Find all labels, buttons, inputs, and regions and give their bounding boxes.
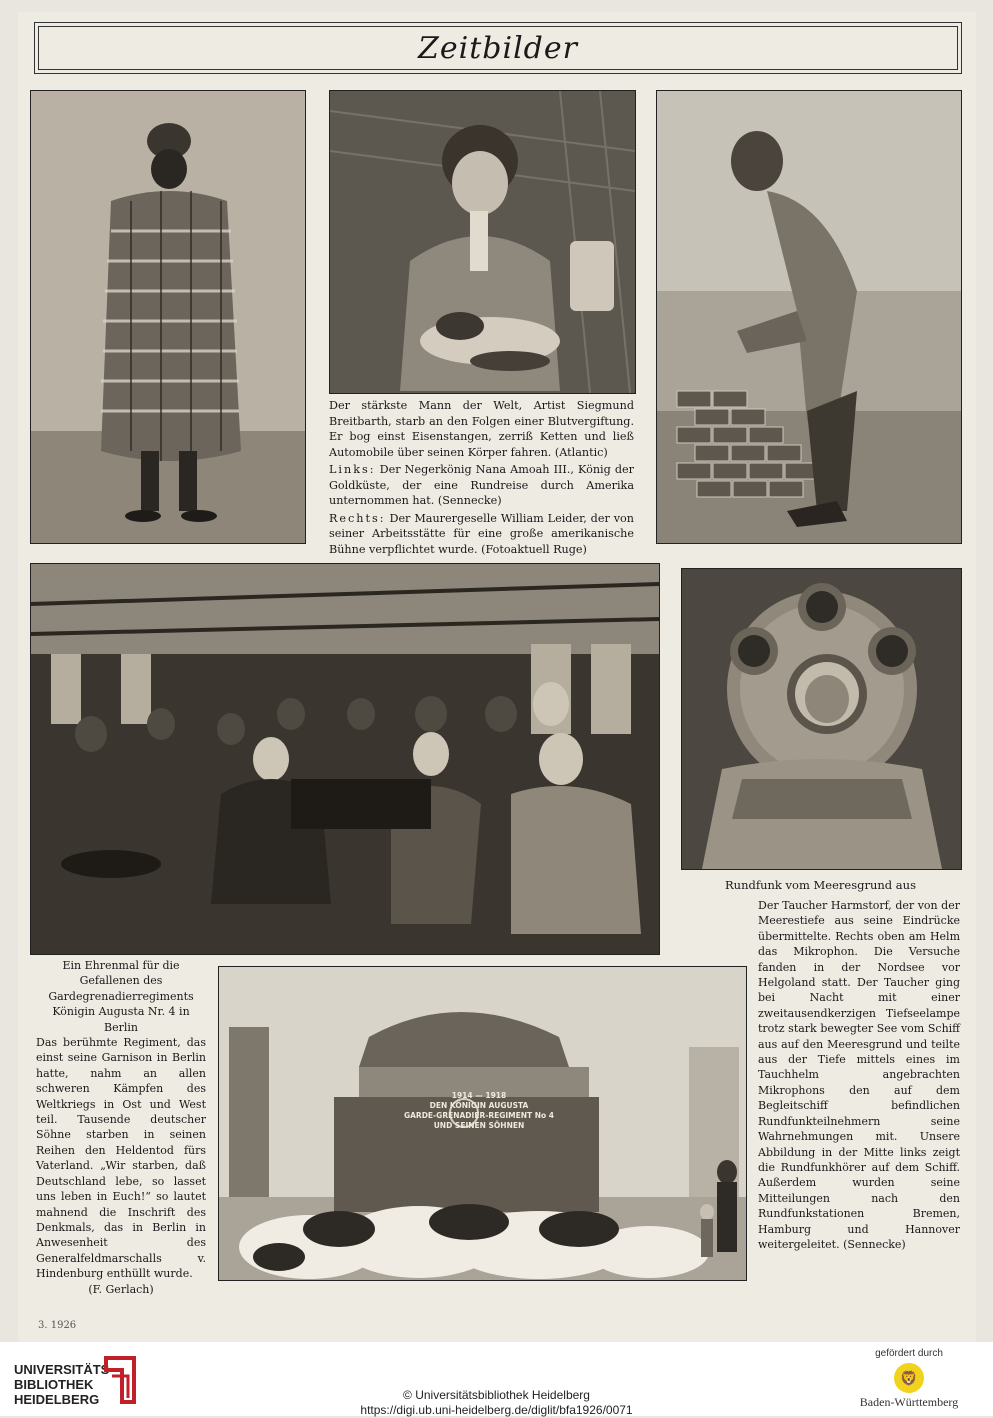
footer: [0, 1342, 993, 1416]
photo-king-nana-amoah: [30, 90, 306, 544]
monument-inscription: [399, 1091, 559, 1131]
inscription-line1: DEN KÖNIGIN AUGUSTA: [429, 1101, 529, 1110]
photo-siegmund-breitbarth: [329, 90, 636, 394]
caption-links: [329, 462, 634, 509]
caption-rechts-label: Rechts:: [329, 511, 386, 525]
inscription-line3: UND SEINEN SÖHNEN: [433, 1121, 525, 1130]
library-line2: BIBLIOTHEK: [14, 1377, 94, 1392]
copyright-block: [0, 1388, 993, 1418]
caption-rundfunk-title: Rundfunk vom Meeresgrund aus: [725, 878, 916, 892]
magazine-page: [18, 12, 976, 1342]
caption-links-label: Links:: [329, 463, 376, 476]
title-frame: [34, 22, 962, 74]
caption-ehrenmal-credit: (F. Gerlach): [88, 1282, 154, 1296]
funding-block: [849, 1348, 969, 1410]
photo-monument-ehrenmal: [218, 966, 747, 1281]
caption-ehrenmal-title: Ein Ehrenmal für die Gefallenen des Gardegrenadierregiments Königin Augusta Nr. 4 in Berlin: [48, 959, 194, 1034]
folio: 3. 1926: [38, 1320, 77, 1331]
caption-top: [329, 398, 634, 557]
funded-by-label: gefördert durch: [875, 1348, 943, 1359]
photo-diver-harmstorf: [681, 568, 962, 870]
source-url[interactable]: https://digi.ub.uni-heidelberg.de/diglit/bfa1926/0071: [360, 1403, 633, 1417]
caption-rechts: [329, 511, 634, 558]
page-title: Zeitbilder: [418, 31, 578, 66]
inscription-line2: GARDE-GRENADIER-REGIMENT No 4: [403, 1111, 555, 1120]
funder-name: Baden-Württemberg: [859, 1395, 959, 1409]
caption-links-text: Der Negerkönig Nana Amoah III., König der Goldküste, der eine Rundreise durch Amerika unternommen hat. (Sennecke): [329, 463, 634, 507]
bw-coat-of-arms-icon: 🦁: [894, 1363, 924, 1393]
caption-ehrenmal: [36, 958, 206, 1297]
inscription-years: 1914 — 1918: [451, 1091, 507, 1100]
caption-ehrenmal-text: Das berühmte Regiment, das einst seine Garnison in Berlin hatte, nahm an allen schweren Kämpfen des Weltkriegs in Ost und West teil. Tausende deutscher Söhne starben in seinen Reihen den Heldentod fürs Vaterland. „Wir starben, daß Deutschland lebe, so lasset uns leben in Euch!“ so lautet mahnend die Inschrift des Denkmals, das in Berlin in Anwesenheit des Generalfeldmarschalls v. Hindenburg enthüllt wurde.: [36, 1036, 206, 1281]
caption-breitbarth: Der stärkste Mann der Welt, Artist Siegmund Breitbarth, starb an den Folgen einer Blutvergiftung. Er bog einst Eisenstangen, zerriß Ketten und ließ Automobile über seinen Körper fahren. (Atlantic): [329, 399, 634, 459]
library-line1: UNIVERSITÄTS-: [14, 1362, 114, 1377]
photo-william-leider: [656, 90, 962, 544]
copyright-text: © Universitätsbibliothek Heidelberg: [403, 1388, 590, 1402]
photo-radio-listeners: [30, 563, 660, 955]
caption-rundfunk-text: Der Taucher Harmstorf, der von der Meerestiefe aus seine Eindrücke übermittelte. Rechts oben am Helm das Mikrophon. Die Versuche fanden in der Nordsee vor Helgoland statt. Der Taucher ging bei Nacht mit einer zweitausendkerzigen Tiefseelampe trotz stark bewegter See vom Schiff aus auf den Meeresgrund und teilte aus der Tiefe mittels eines im Tauchhelm angebrachten Mikrophons den auf dem Begleitschiff befindlichen Rundfunkteilnehmern seine Wahrnehmungen mit. Unsere Abbildung in der Mitte links zeigt die Rundfunkhörer auf dem Schiff. Außerdem wurden seine Mitteilungen nach den Rundfunkstationen Bremen, Hamburg und Hannover weitergeleitet. (Sennecke): [758, 899, 960, 1251]
library-line3: HEIDELBERG: [14, 1392, 100, 1407]
caption-rechts-text: Der Maurergeselle William Leider, der von seiner Arbeitsstätte für eine große amerikanische Bühne verpflichtet wurde. (Fotoaktuell Ruge): [329, 511, 634, 556]
